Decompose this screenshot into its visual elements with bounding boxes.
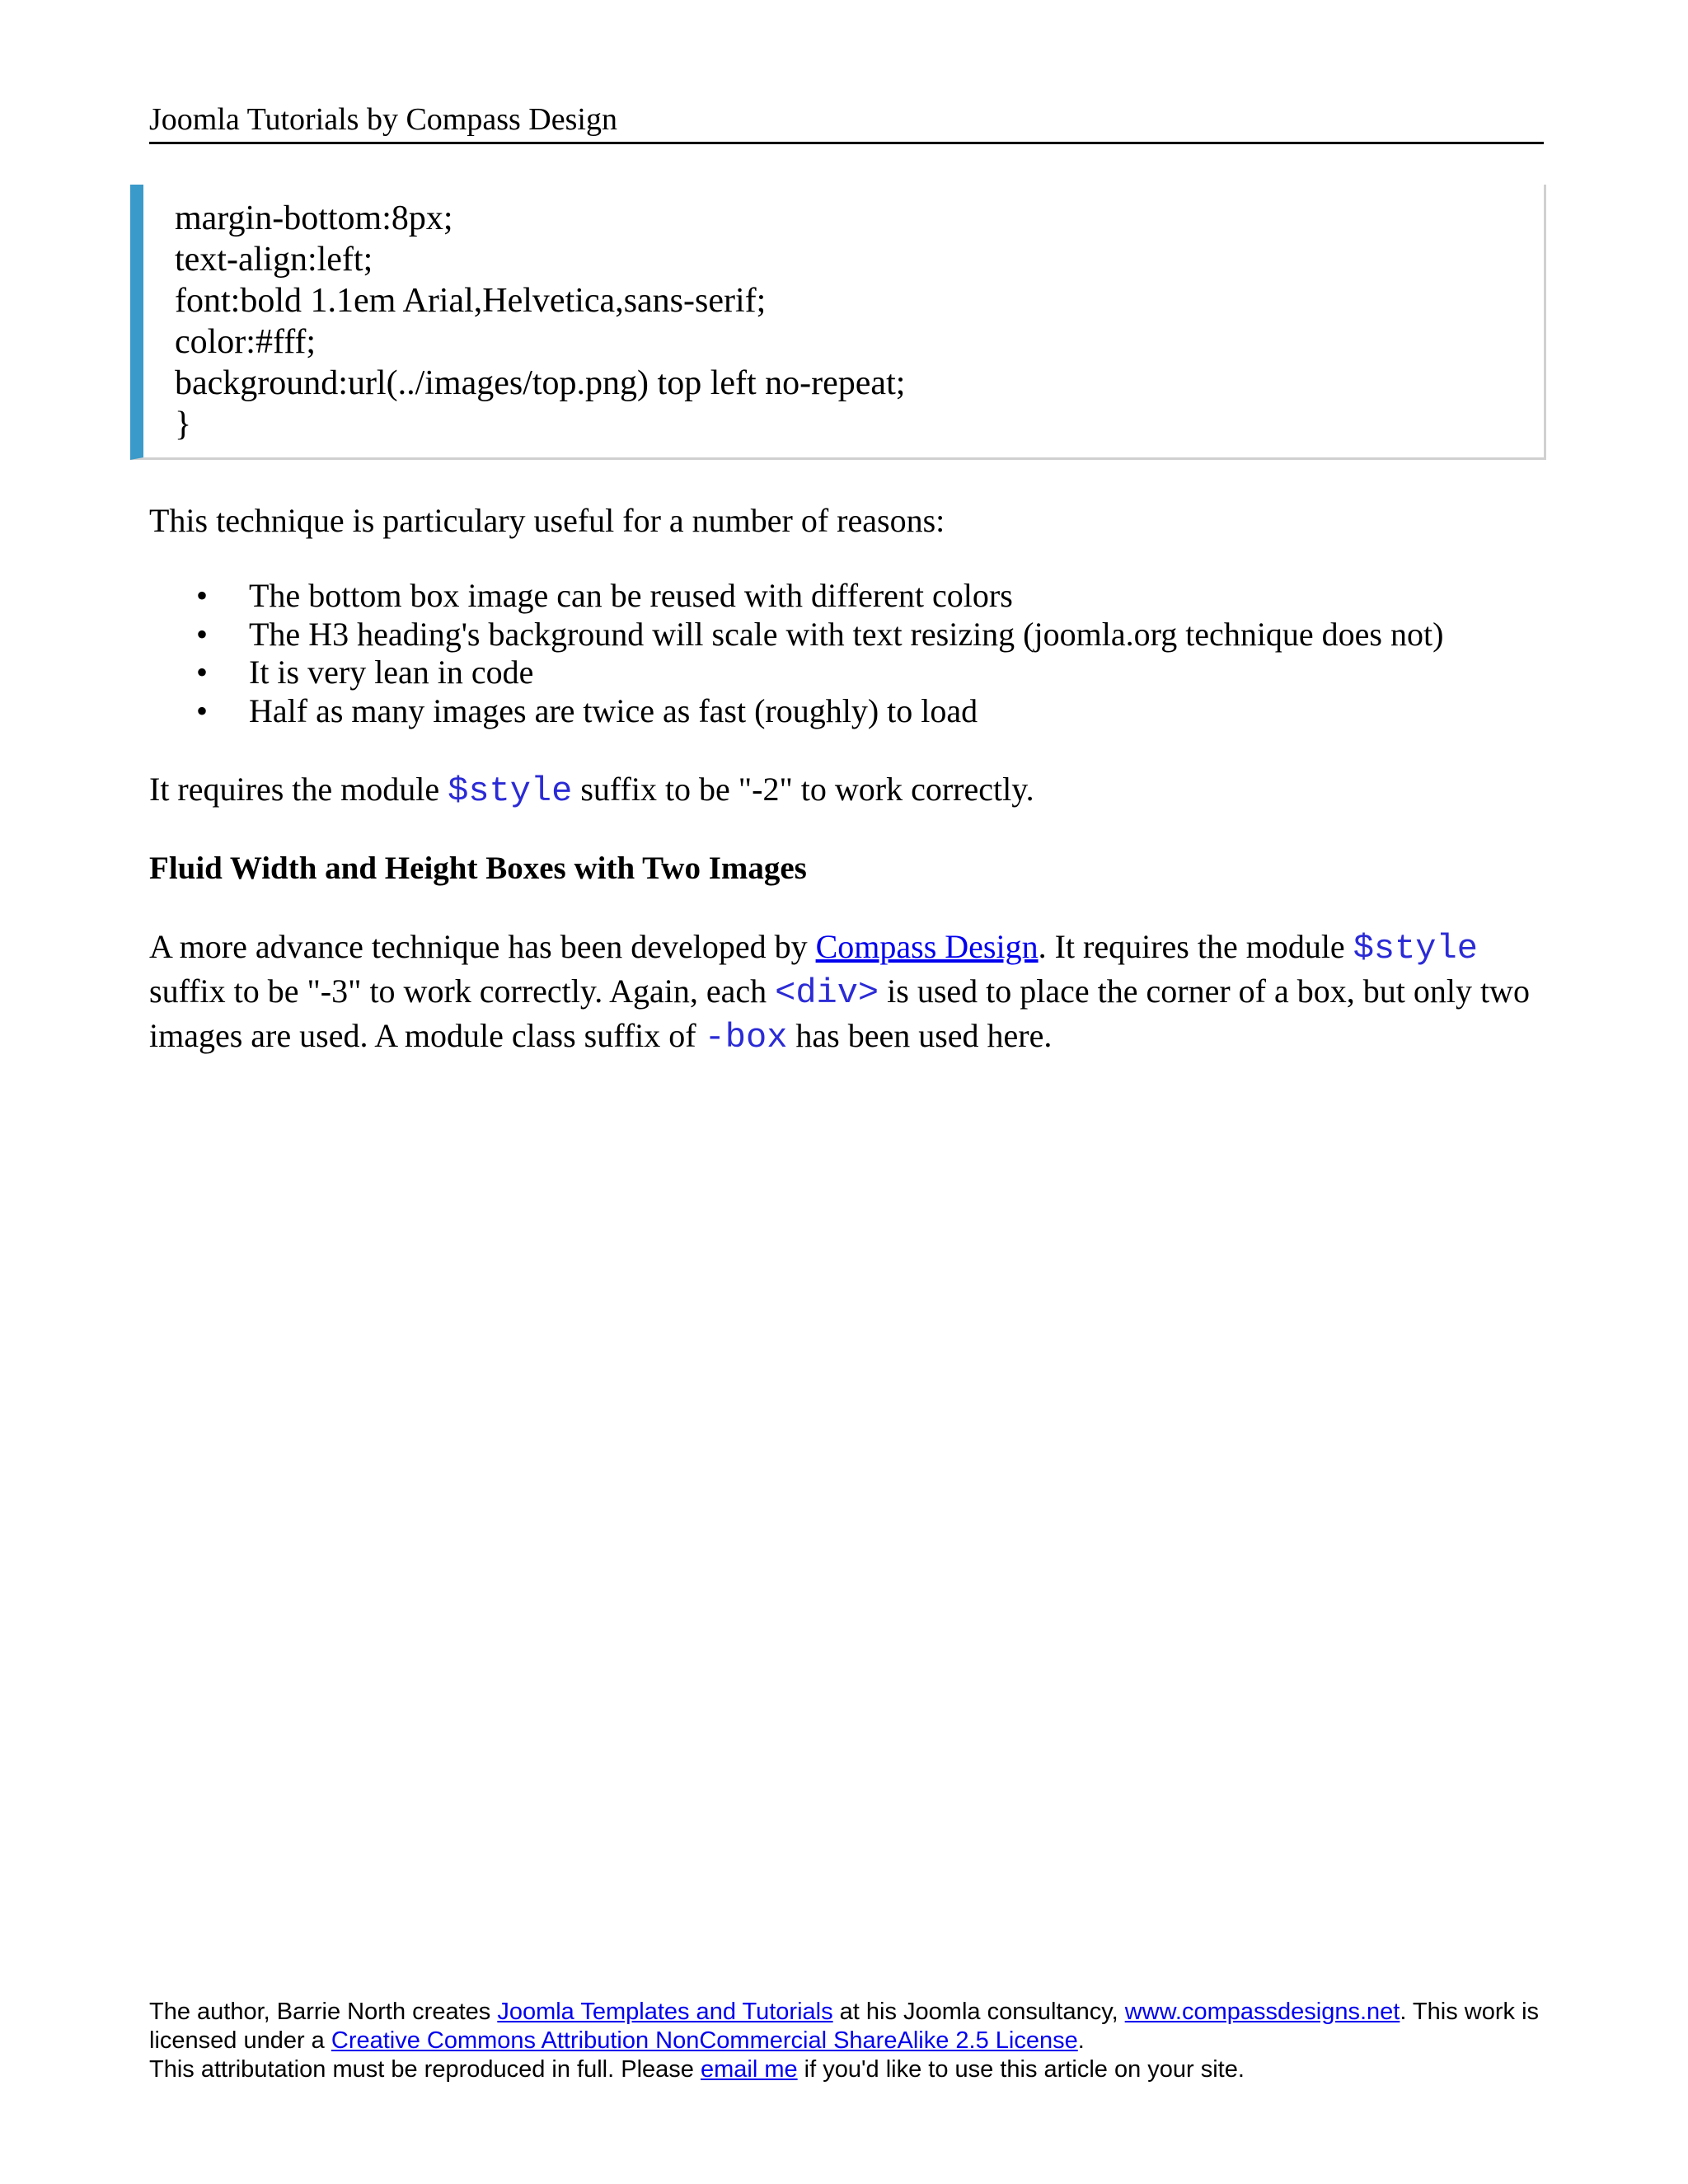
text-segment: The author, Barrie North creates	[149, 1999, 498, 2025]
text-segment: . It requires the module	[1038, 928, 1353, 965]
text-segment: is used to place the corner of a box, but only two images are used. A module class suffix of	[149, 972, 1530, 1054]
list-item-text: The H3 heading's background will scale with text resizing (joomla.org technique does not)	[249, 615, 1444, 653]
text-segment: has been used here.	[787, 1017, 1053, 1054]
text-segment: It requires the module	[149, 771, 448, 808]
inline-code-style: $style	[1353, 929, 1478, 968]
intro-paragraph: This technique is particulary useful for a number of reasons:	[149, 502, 945, 539]
code-line: background:url(../images/top.png) top left no-repeat;	[175, 364, 906, 402]
list-item-text: It is very lean in code	[249, 654, 534, 691]
list-item-text: The bottom box image can be reused with different colors	[249, 577, 1013, 614]
templates-tutorials-link[interactable]: Joomla Templates and Tutorials	[497, 1999, 833, 2025]
email-me-link[interactable]: email me	[700, 2056, 798, 2083]
text-segment: A more advance technique has been developed by	[149, 928, 816, 965]
code-line: text-align:left;	[175, 241, 373, 279]
section-heading: Fluid Width and Height Boxes with Two Images	[149, 851, 807, 886]
text-segment: if you'd like to use this article on your site.	[797, 2056, 1245, 2083]
technique-paragraph	[149, 926, 1544, 1059]
compass-design-link[interactable]: Compass Design	[815, 928, 1039, 965]
text-segment: suffix to be "-3" to work correctly. Again, each	[149, 972, 776, 1010]
bullet-icon: •	[196, 577, 209, 614]
bullet-icon: •	[196, 615, 209, 653]
footer	[149, 1998, 1544, 2084]
text-segment: at his Joomla consultancy,	[832, 1999, 1125, 2025]
code-line: color:#fff;	[175, 323, 316, 361]
page-header	[149, 97, 1544, 144]
list-item	[149, 616, 1544, 654]
text-segment: This attributation must be reproduced in full. Please	[149, 2056, 701, 2083]
list-item	[149, 654, 1544, 692]
code-line: font:bold 1.1em Arial,Helvetica,sans-serif;	[175, 282, 767, 320]
list-item	[149, 692, 1544, 731]
creative-commons-license-link[interactable]: Creative Commons Attribution NonCommercial ShareAlike 2.5 License	[331, 2027, 1078, 2054]
suffix-requirement-paragraph	[149, 769, 1544, 812]
text-segment: . This work is licensed under a	[149, 1999, 1540, 2054]
text-segment: suffix to be "-2" to work correctly.	[572, 771, 1034, 808]
inline-code-div: <div>	[775, 973, 879, 1013]
bullet-icon: •	[196, 691, 209, 729]
reasons-list	[149, 577, 1544, 730]
inline-code-style: $style	[448, 771, 573, 811]
text-segment: .	[1077, 2027, 1085, 2054]
footer-license-text	[149, 1998, 1544, 2055]
page-header-title: Joomla Tutorials by Compass Design	[149, 102, 617, 137]
list-item-text: Half as many images are twice as fast (roughly) to load	[249, 691, 978, 729]
inline-code-box: -box	[704, 1018, 788, 1057]
code-line: margin-bottom:8px;	[175, 199, 453, 237]
bullet-icon: •	[196, 654, 209, 691]
code-block	[130, 185, 1546, 460]
list-item	[149, 577, 1544, 616]
code-line: }	[175, 405, 192, 443]
compassdesigns-link[interactable]: www.compassdesigns.net	[1124, 1999, 1400, 2025]
footer-attribution-text	[149, 2055, 1544, 2084]
